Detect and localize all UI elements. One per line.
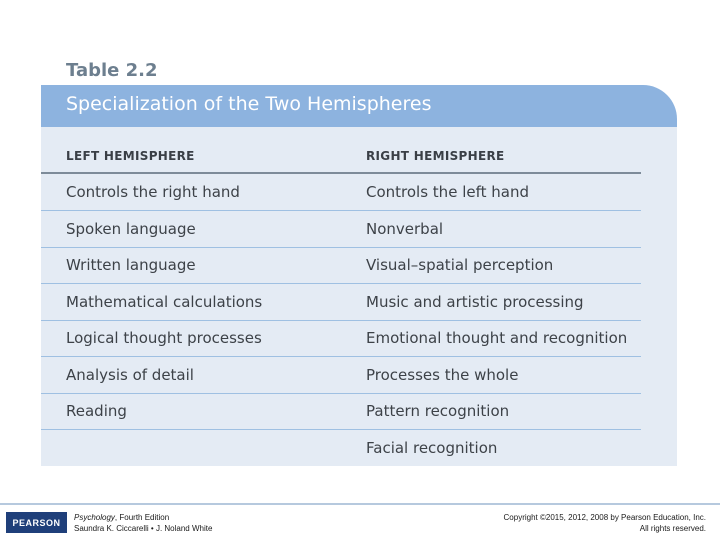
- right-cell: Music and artistic processing: [366, 293, 584, 311]
- table-row: [41, 357, 641, 394]
- left-cell: Logical thought processes: [66, 329, 262, 347]
- rights-text: All rights reserved.: [639, 524, 706, 533]
- right-cell: Emotional thought and recognition: [366, 329, 628, 347]
- footer-divider: [0, 503, 720, 505]
- left-cell: Controls the right hand: [66, 183, 240, 201]
- table-row: [41, 211, 641, 248]
- header-left-hemisphere: LEFT HEMISPHERE: [66, 149, 195, 163]
- right-cell: Pattern recognition: [366, 402, 510, 420]
- table-label: Table 2.2: [66, 60, 158, 81]
- right-cell: Visual–spatial perception: [366, 256, 554, 274]
- table-title: Specialization of the Two Hemispheres: [66, 93, 432, 115]
- left-cell: Mathematical calculations: [66, 293, 263, 311]
- table-body: [41, 127, 677, 466]
- table-row: [41, 430, 641, 466]
- left-cell: Reading: [66, 402, 127, 420]
- table-row: [41, 247, 641, 284]
- copyright-info: [504, 512, 706, 534]
- left-cell: Spoken language: [66, 220, 196, 238]
- publisher-logo: PEARSON: [6, 512, 67, 533]
- table-title-bar: [41, 85, 677, 127]
- book-edition: , Fourth Edition: [114, 513, 170, 522]
- table-row: [41, 393, 641, 430]
- right-cell: Facial recognition: [366, 439, 498, 457]
- table-row: [41, 284, 641, 321]
- table-row: [41, 174, 641, 211]
- left-cell: Analysis of detail: [66, 366, 194, 384]
- header-right-hemisphere: RIGHT HEMISPHERE: [366, 149, 505, 163]
- right-cell: Processes the whole: [366, 366, 519, 384]
- book-authors: Saundra K. Ciccarelli • J. Noland White: [74, 524, 213, 533]
- left-cell: Written language: [66, 256, 196, 274]
- book-title: Psychology: [74, 513, 115, 522]
- book-info: [74, 512, 212, 534]
- right-cell: Nonverbal: [366, 220, 444, 238]
- table-row: [41, 320, 641, 357]
- right-cell: Controls the left hand: [366, 183, 529, 201]
- copyright-text: Copyright ©2015, 2012, 2008 by Pearson Education, Inc.: [503, 513, 706, 522]
